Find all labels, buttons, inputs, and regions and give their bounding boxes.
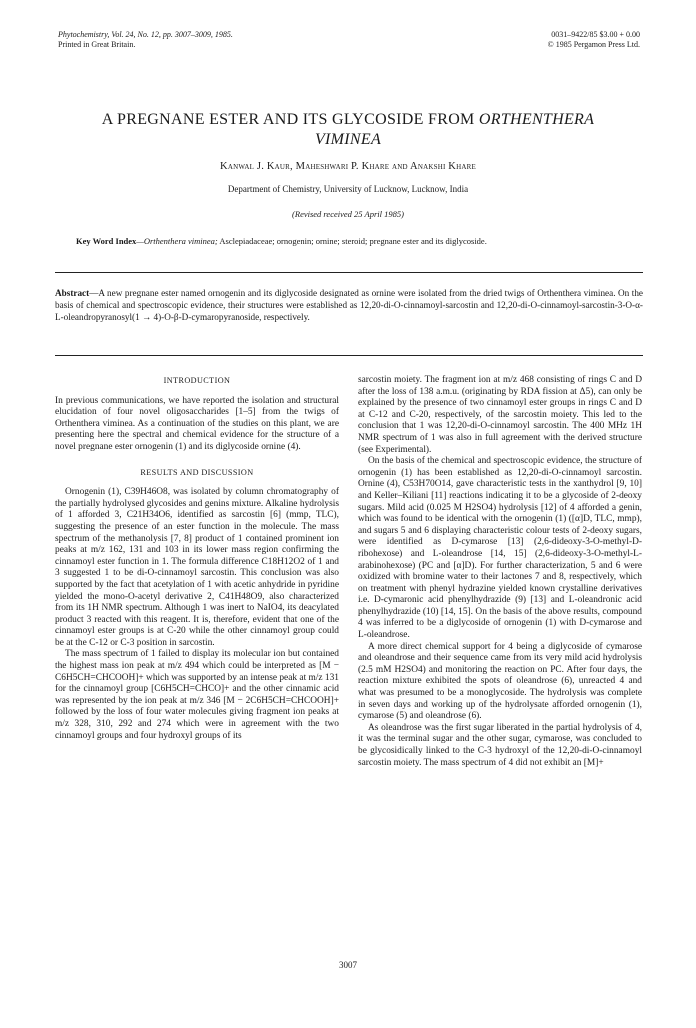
abstract-bottom-rule <box>55 355 643 356</box>
keywords-species: —Orthenthera viminea; <box>136 236 218 246</box>
abstract-label: Abstract <box>55 288 90 298</box>
abstract <box>55 287 643 323</box>
keyword-index <box>76 236 632 247</box>
copyright-notice: © 1985 Pergamon Press Ltd. <box>547 40 640 49</box>
introduction-paragraph: In previous communications, we have reported the isolation and structural elucidation of four novel oligosaccharides [1–5] from the twigs of Orthenthera viminea. As a continuation of the studies on this plant, we are presenting here the spectral and chemical evidence for the structure of a novel pregnane ester ornogenin (1) and its diglycoside ornine (4). <box>55 395 339 452</box>
printed-location: Printed in Great Britain. <box>58 40 136 49</box>
page-number: 3007 <box>339 960 357 970</box>
right-paragraph-3: A more direct chemical support for 4 being a diglycoside of cymarose and oleandrose and their sequence came from its very mild acid hydrolysis (2.5 mM H2SO4) and monitoring the reaction on PC. After four days, the reaction mixture exhibited the spots of oleandrose (6), unreacted 4 and what was presumed to be a monoglycoside. The hydrolysis was complete in seven days and working up of the hydrolysate afforded ornogenin (1), cymarose (5) and oleandrose (6). <box>358 641 642 722</box>
journal-citation-header <box>58 30 233 50</box>
keywords-label: Key Word Index <box>76 236 137 246</box>
title-line-1: A PREGNANE ESTER AND ITS GLYCOSIDE FROM <box>101 111 475 128</box>
right-paragraph-1: sarcostin moiety. The fragment ion at m/z 468 consisting of rings C and D after the loss of 138 a.m.u. (originating by RDA fission at Δ5), can only be explained by the presence of two cinnamoyl ester groups in rings C and D at C-12 and C-20, respectively, of the sarcostin moiety. This led to the conclusion that 1 was 12,20-di-O-cinnamoyl sarcostin. The 400 MHz 1H NMR spectrum of 1 was also in full agreement with the derived structure (see Experimental). <box>358 375 642 455</box>
right-paragraph-4: As oleandrose was the first sugar liberated in the partial hydrolysis of 4, it was the terminal sugar and the other sugar, cymarose, was concluded to be glycosidically linked to the C-3 hydroxyl of the 12,20-di-O-cinnamoyl sarcostin moiety. The mass spectrum of 4 did not exhibit an [M]+ <box>358 722 642 768</box>
abstract-text: —A new pregnane ester named ornogenin and its diglycoside designated as ornine were isolated from the dried twigs of Orthenthera viminea. On the basis of chemical and spectroscopic evidence, their structures were established as 12,20-di-O-cinnamoyl-sarcostin and 12,20-di-O-cinnamoyl-sarcostin-3-O-α-L-oleandropyranosyl(1 → 4)-O-β-D-cymaropyranoside, respectively. <box>55 288 643 322</box>
affiliation: Department of Chemistry, University of Lucknow, Lucknow, India <box>227 184 469 194</box>
results-paragraph-2: The mass spectrum of 1 failed to display its molecular ion but contained the highest mass ion peak at m/z 494 which could be interpreted as [M − C6H5CH=CHCOOH]+ which was supported by an intense peak at m/z 131 for the cinnamoyl group [C6H5CH=CHCO]+ and the other cinnamic acid was represented by the ion peak at m/z 346 [M − 2C6H5CH=CHCOOH]+ followed by the loss of four water molecules giving fragment ion peaks at m/z 328, 310, 292 and 274 which were in agreement with the two cinnamoyl groups and four hydroxyl groups of its <box>55 649 339 741</box>
results-heading: RESULTS AND DISCUSSION <box>140 467 254 477</box>
title-genus: ORTHENTHERA <box>478 111 595 128</box>
price-code: 0031–9422/85 $3.00 + 0.00 <box>551 30 640 39</box>
author-list: Kanwal J. Kaur, Maheshwari P. Khare and Anakshi Khare <box>220 161 476 172</box>
abstract-top-rule <box>55 272 643 273</box>
journal-citation: Phytochemistry, Vol. 24, No. 12, pp. 3007–3009, 1985. <box>58 30 233 39</box>
right-paragraph-2: On the basis of the chemical and spectroscopic evidence, the structure of ornogenin (1) has been established as 12,20-di-O-cinnamoyl sarcostin. Ornine (4), C53H70O14, gave characteristic tests in the xanthydrol [9, 10] and Keller–Kiliani [11] reactions indicating it to be a glycoside of 2-deoxy sugars. Mild acid (0.025 M H2SO4) hydrolysis [12] of 4 afforded a genin, which was found to be identical with the ornogenin (1) ([α]D, TLC, mmp), and sugars 5 and 6 displaying characteristic colour tests of 2-deoxy sugars, were identified as D-cymarose [13] (2,6-dideoxy-3-O-methyl-D-ribohexose) and L-oleandrose [14, 15] (2,6-dideoxy-3-O-methyl-L-arabinohexose) (PC and [α]D). For further characterization, 5 and 6 were oxidized with bromine water to their lactones 7 and 8, respectively, which on treatment with phenyl hydrazine yielded known crystalline derivatives i.e. D-cymaronic acid phenylhydrazide (9) [13] and L-oleandronic acid phenylhydrazide (10) [14, 15]. On the basis of the above results, compound 4 was inferred to be a diglycoside of ornogenin (1) with D-cymarose and L-oleandrose. <box>358 456 642 641</box>
right-column <box>358 375 642 769</box>
revised-date: (Revised received 25 April 1985) <box>292 209 404 219</box>
keywords-text: Asclepiadaceae; ornogenin; ornine; steroid; pregnane ester and its diglycoside. <box>217 236 487 246</box>
left-column <box>55 375 339 742</box>
results-paragraph-1: Ornogenin (1), C39H46O8, was isolated by column chromatography of the partially hydrolysed glycosides and genins mixture. Alkaline hydrolysis of 1 afforded 3, C21H34O6, identified as sarcostin [6] (mmp, TLC), suggesting the presence of an ester function in the molecule. The mass spectrum of the methanolysis [7, 8] product of 1 contained prominent ion peaks at m/z 162, 131 and 103 in its lower mass region confirming the cinnamoyl ester function in 1. The formula difference C18H12O2 of 1 and 3 suggested 1 to be di-O-cinnamoyl sarcostin. This conclusion was also supported by the fact that acetylation of 1 with acetic anhydride in pyridine yielded the mono-O-acetyl derivative 2, C41H48O9, also characterized from its 1H NMR spectrum. Although 1 was inert to NaIO4, its deacylated product 3 reacted with this reagent. It is, therefore, evident that one of the cinnamoyl ester groups is at C-20 while the other cinnamoyl group could be at the C-12 or C-3 position in sarcostin. <box>55 487 339 648</box>
introduction-heading: INTRODUCTION <box>163 376 231 385</box>
title-line-2: VIMINEA <box>314 131 382 148</box>
publisher-header <box>548 30 640 50</box>
paper-title <box>60 110 636 150</box>
